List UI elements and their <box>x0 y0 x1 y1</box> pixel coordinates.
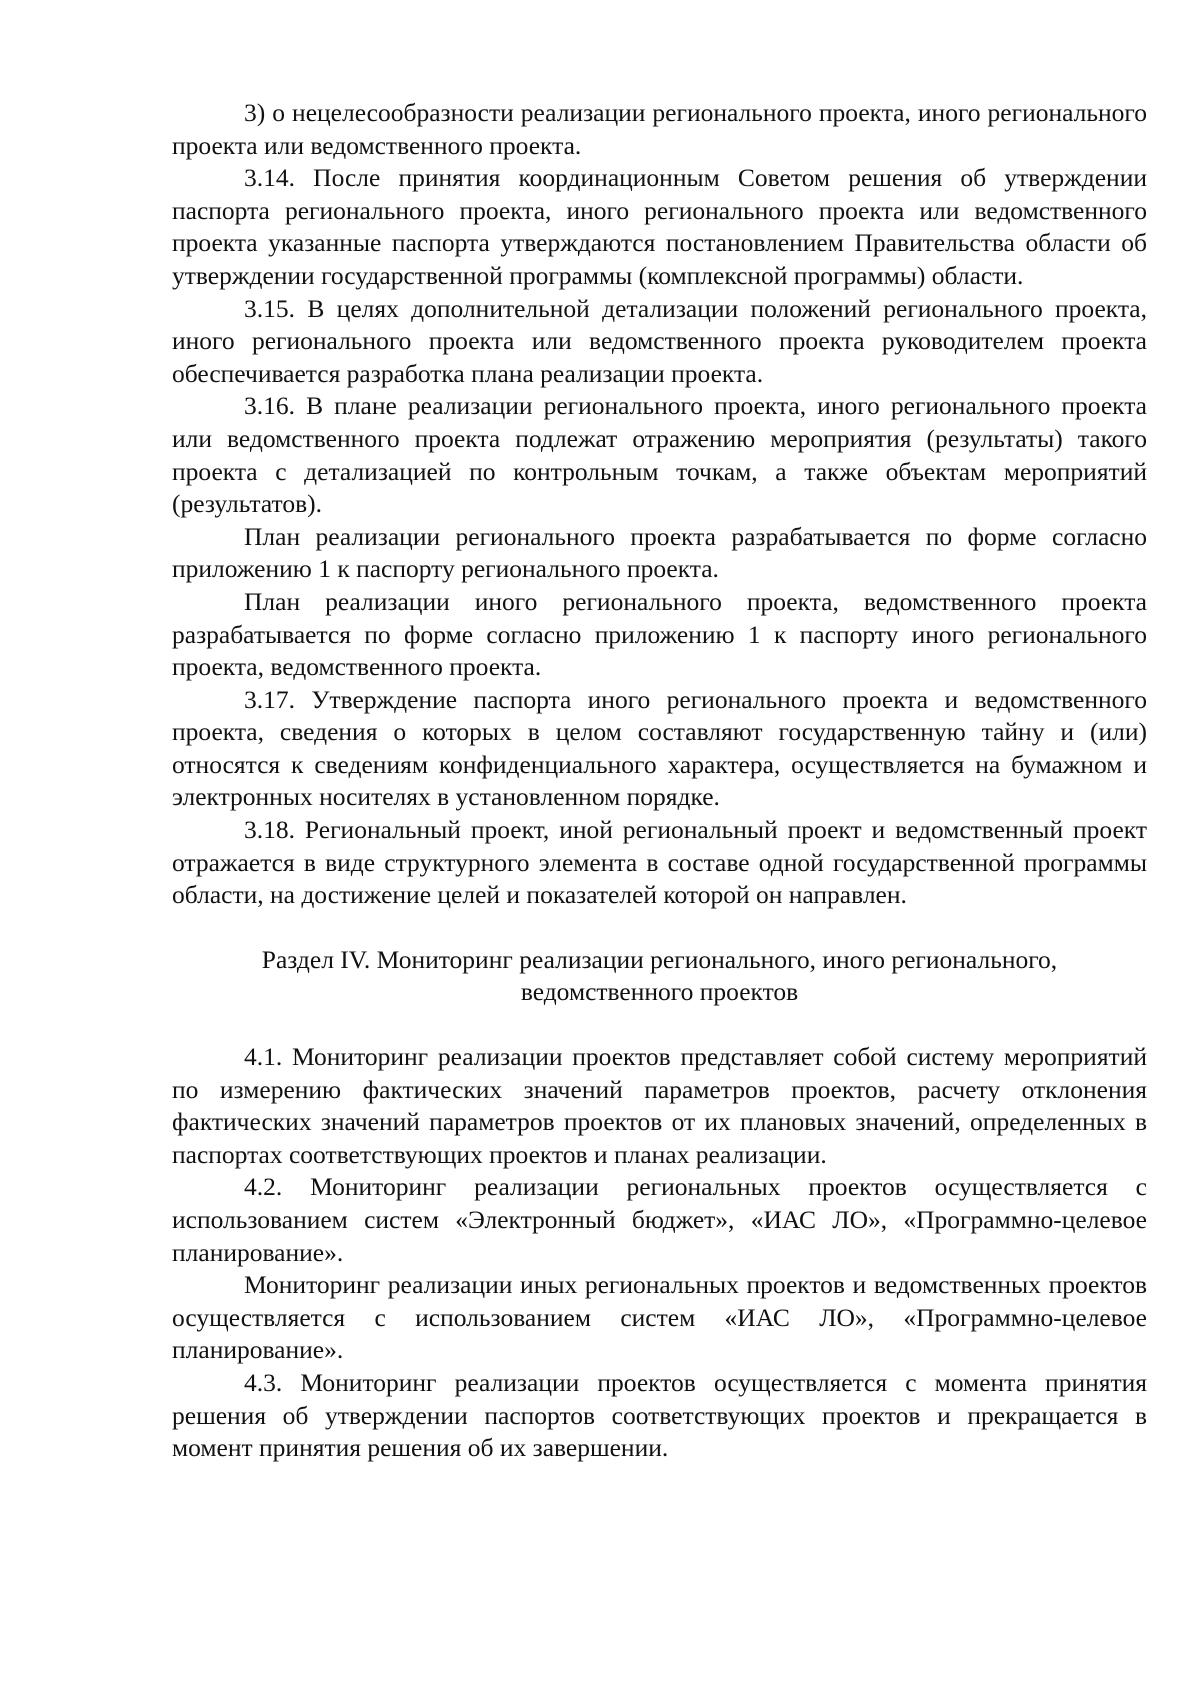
paragraph-monitoring-other: Мониторинг реализации иных региональных проектов и ведомственных проектов осуществляется с использованием систем «ИАС ЛО», «Программно-целевое планирование». <box>172 1270 1147 1365</box>
section-heading <box>172 944 1147 1009</box>
paragraph-4-1: 4.1. Мониторинг реализации проектов представляет собой систему мероприятий по измерению фактических значений параметров проектов, расчету отклонения фактических значений параметров проектов от их плановых значений, определенных в паспортах соответствующих проектов и планах реализации. <box>172 1042 1147 1169</box>
paragraph-3-14: 3.14. После принятия координационным Советом решения об утверждении паспорта регионального проекта, иного регионального проекта или ведомственного проекта указанные паспорта утверждаются постановлением Правительства области об утверждении государственной программы (комплексной программы) области. <box>172 163 1147 290</box>
section-heading-line-1: Раздел IV. Мониторинг реализации регионального, иного регионального, <box>261 944 1058 974</box>
paragraph-3-17: 3.17. Утверждение паспорта иного регионального проекта и ведомственного проекта, сведения о которых в целом составляют государственную тайну и (или) относятся к сведениям конфиденциального характера, осуществляется на бумажном и электронных носителях в установленном порядке. <box>172 684 1147 812</box>
document-body <box>172 97 1147 1465</box>
section-heading-line-2: ведомственного проектов <box>520 977 799 1007</box>
paragraph-3-18: 3.18. Региональный проект, иной региональный проект и ведомственный проект отражается в виде структурного элемента в составе одной государственной программы области, на достижение целей и показателей которой он направлен. <box>172 815 1147 910</box>
paragraph-4-3: 4.3. Мониторинг реализации проектов осуществляется с момента принятия решения об утверждении паспортов соответствующих проектов и прекращается в момент принятия решения об их завершении. <box>172 1367 1147 1463</box>
paragraph-4-2: 4.2. Мониторинг реализации региональных проектов осуществляется с использованием систем «Электронный бюджет», «ИАС ЛО», «Программно-целевое планирование». <box>172 1172 1147 1267</box>
paragraph-3-15: 3.15. В целях дополнительной детализации положений регионального проекта, иного регионального проекта или ведомственного проекта руководителем проекта обеспечивается разработка плана реализации проекта. <box>172 293 1147 388</box>
paragraph-plan-other: План реализации иного регионального проекта, ведомственного проекта разрабатывается по форме согласно приложению 1 к паспорту иного регионального проекта, ведомственного проекта. <box>172 586 1147 682</box>
paragraph-plan-regional: План реализации регионального проекта разрабатывается по форме согласно приложению 1 к паспорту регионального проекта. <box>172 521 1147 584</box>
paragraph-3-16: 3.16. В плане реализации регионального проекта, иного регионального проекта или ведомственного проекта подлежат отражению мероприятия (результаты) такого проекта с детализацией по контрольным точкам, а также объектам мероприятий (результатов). <box>172 391 1147 519</box>
paragraph-item-3: 3) о нецелесообразности реализации регионального проекта, иного регионального проекта или ведомственного проекта. <box>172 98 1147 160</box>
